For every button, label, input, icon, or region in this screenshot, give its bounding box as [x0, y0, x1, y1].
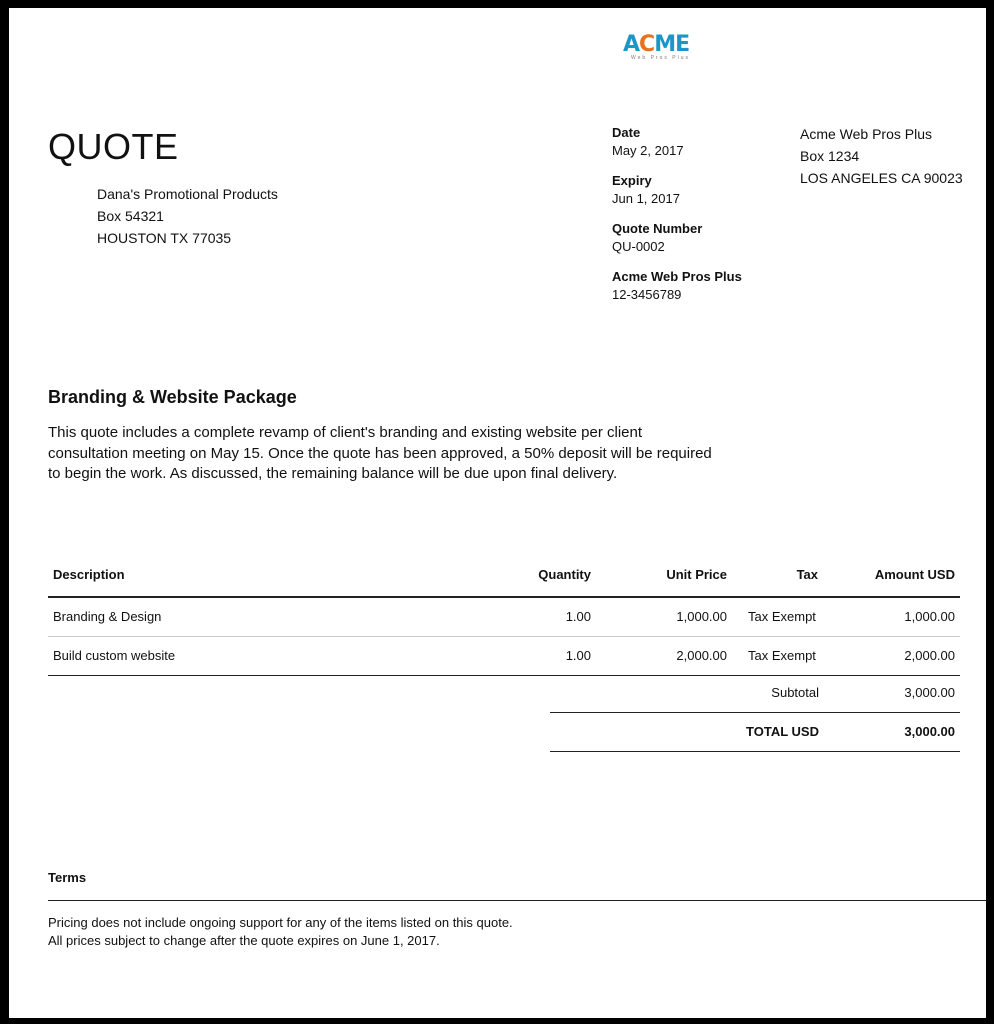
quote-number-value: QU-0002 [612, 239, 665, 254]
logo-letter-a: A [623, 32, 640, 57]
terms-line-1: Pricing does not include ongoing support for any of the items listed on this quote. [48, 915, 513, 930]
table-row [48, 637, 960, 676]
package-title: Branding & Website Package [48, 387, 297, 407]
row-amount: 1,000.00 [904, 609, 955, 624]
package-description: This quote includes a complete revamp of client's branding and existing website per client consultation meeting on May 15. Once the quote has been approved, a 50% deposit will be required to begin the work. As discussed, the remaining balance will be due upon final delivery. [48, 424, 712, 482]
logo-tagline: Web Pros Plus [631, 55, 690, 61]
row-amount: 2,000.00 [904, 648, 955, 663]
header-unit-price: Unit Price [666, 567, 727, 582]
header-amount: Amount USD [874, 567, 955, 582]
terms-text [48, 914, 513, 950]
terms-title: Terms [48, 870, 87, 885]
company-name: Acme Web Pros Plus [800, 126, 933, 142]
row-quantity: 1.00 [565, 648, 591, 663]
row-description: Branding & Design [53, 609, 162, 624]
terms-divider [48, 900, 986, 901]
document-title: QUOTE [48, 126, 179, 167]
date-label: Date [612, 125, 641, 140]
client-address-line2: HOUSTON TX 77035 [97, 230, 232, 246]
terms-line-2: All prices subject to change after the quote expires on June 1, 2017. [48, 933, 440, 948]
company-id-label: Acme Web Pros Plus [612, 269, 742, 284]
logo-wordmark [623, 34, 689, 56]
company-logo [621, 34, 711, 64]
row-quantity: 1.00 [565, 609, 591, 624]
subtotal-row [550, 674, 960, 713]
header-quantity: Quantity [538, 567, 591, 582]
table-row [48, 598, 960, 637]
meta-company-id [612, 268, 742, 304]
header-description: Description [53, 567, 125, 582]
logo-letter-c: C [639, 32, 655, 57]
total-value: 3,000.00 [904, 724, 955, 739]
logo-letters-me: ME [654, 32, 690, 57]
client-name: Dana's Promotional Products [97, 186, 278, 202]
company-id-value: 12-3456789 [612, 287, 682, 302]
totals [550, 674, 960, 752]
company-address-line1: Box 1234 [800, 148, 860, 164]
subtotal-value: 3,000.00 [904, 685, 955, 700]
quote-number-label: Quote Number [612, 221, 703, 236]
company-address-line2: LOS ANGELES CA 90023 [800, 170, 963, 186]
date-value: May 2, 2017 [612, 143, 684, 158]
expiry-label: Expiry [612, 173, 652, 188]
row-tax: Tax Exempt [748, 648, 816, 663]
row-description: Build custom website [53, 648, 176, 663]
meta-date [612, 124, 742, 160]
line-items-table [48, 560, 960, 676]
subtotal-label: Subtotal [771, 685, 819, 700]
meta-expiry [612, 172, 742, 208]
total-row [550, 713, 960, 752]
company-address [800, 123, 963, 189]
total-label: TOTAL USD [746, 724, 819, 739]
quote-meta [612, 124, 742, 316]
row-unit-price: 2,000.00 [676, 648, 727, 663]
client-address-line1: Box 54321 [97, 208, 164, 224]
row-tax: Tax Exempt [748, 609, 816, 624]
expiry-value: Jun 1, 2017 [612, 191, 680, 206]
client-address [97, 183, 278, 249]
table-header [48, 560, 960, 598]
quote-page [9, 8, 986, 1018]
meta-quote-number [612, 220, 742, 256]
header-tax: Tax [796, 567, 818, 582]
row-unit-price: 1,000.00 [676, 609, 727, 624]
